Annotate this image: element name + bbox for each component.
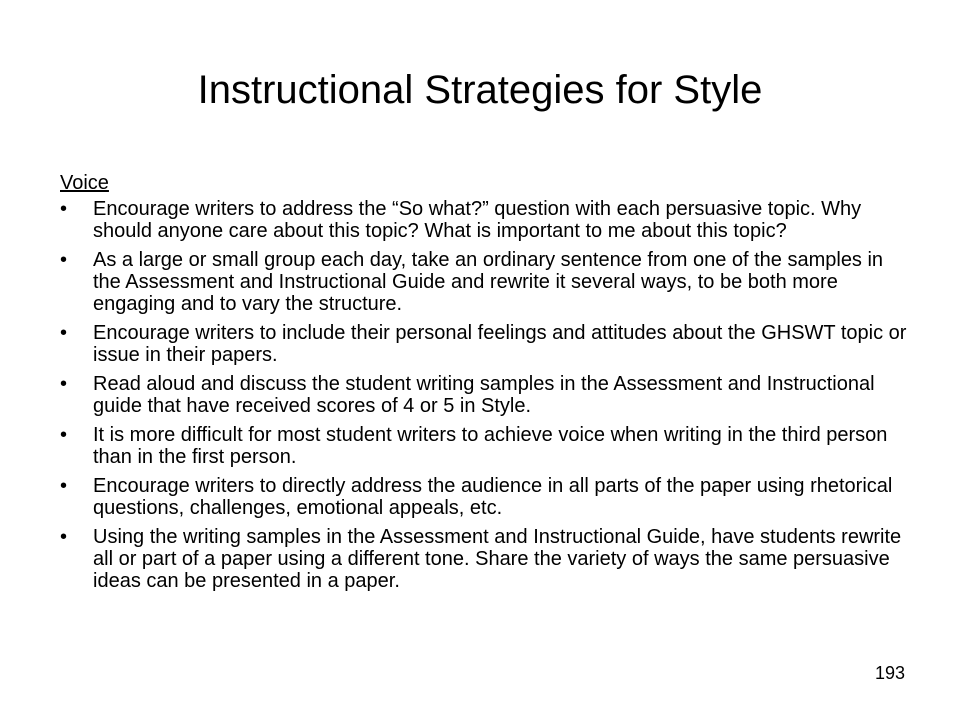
bullet-text: It is more difficult for most student writers to achieve voice when writing in the third person than in the first person. [93, 424, 888, 468]
bullet-item [60, 475, 910, 519]
bullet-item [60, 322, 910, 366]
bullet-text: Using the writing samples in the Assessment and Instructional Guide, have students rewrite all or part of a paper using a different tone. Share the variety of ways the same persuasive ideas can be presented in a paper. [93, 526, 902, 592]
bullet-text: Read aloud and discuss the student writing samples in the Assessment and Instructional guide that have received scores of 4 or 5 in Style. [93, 373, 875, 417]
bullet-icon: • [60, 424, 68, 446]
section-heading-voice: Voice [60, 172, 109, 194]
bullet-icon: • [60, 249, 68, 271]
bullet-icon: • [60, 322, 68, 344]
bullet-icon: • [60, 475, 68, 497]
bullet-item [60, 526, 910, 592]
bullet-text: Encourage writers to directly address the audience in all parts of the paper using rhetorical questions, challenges, emotional appeals, etc. [93, 475, 893, 519]
bullet-item [60, 249, 910, 315]
bullet-icon: • [60, 198, 68, 220]
bullet-text: As a large or small group each day, take an ordinary sentence from one of the samples in the Assessment and Instructional Guide and rewrite it several ways, to be both more engaging and to vary the structure. [93, 249, 884, 315]
bullet-icon: • [60, 526, 68, 548]
slide-body [60, 172, 910, 599]
bullet-item [60, 198, 910, 242]
bullet-text: Encourage writers to include their personal feelings and attitudes about the GHSWT topic or issue in their papers. [93, 322, 907, 366]
bullet-text: Encourage writers to address the “So what?” question with each persuasive topic. Why should anyone care about this topic? What is important to me about this topic? [93, 198, 862, 242]
slide-title: Instructional Strategies for Style [197, 68, 763, 112]
bullet-item [60, 424, 910, 468]
bullet-item [60, 373, 910, 417]
bullet-icon: • [60, 373, 68, 395]
page-number: 193 [874, 663, 905, 683]
bullet-list [60, 198, 910, 592]
